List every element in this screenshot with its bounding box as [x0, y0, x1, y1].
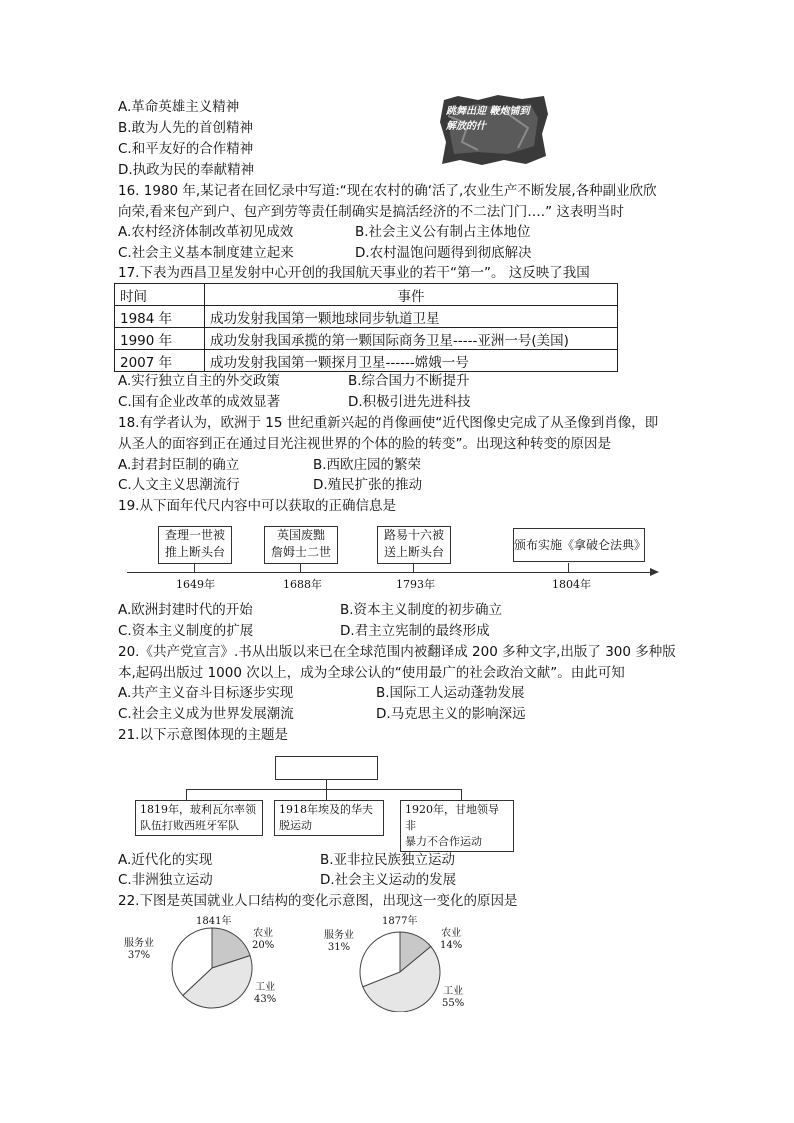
diagram-box-line1: 1918年埃及的华夫 — [279, 803, 373, 816]
timeline-year: 1793年 — [396, 578, 435, 591]
q16-option-a: A.农村经济体制改革初见成效 — [118, 224, 294, 240]
q15-option-c: C.和平友好的合作精神 — [118, 141, 254, 157]
slice-percent: 37% — [127, 950, 151, 961]
diagram-connector — [326, 779, 327, 789]
q15-illustration — [438, 94, 550, 166]
slice-name: 工业 — [443, 986, 464, 997]
pie-year-label: 1877年 — [382, 916, 418, 927]
timeline-year: 1688年 — [283, 578, 322, 591]
q18-stem-line2: 从圣人的面容到正在通过目光注视世界的个体的脸的转变”。出现这种转变的原因是 — [118, 436, 611, 452]
slice-percent: 20% — [252, 940, 275, 951]
pie-label-agriculture — [440, 928, 462, 952]
table-cell-year: 1984 年 — [115, 306, 205, 328]
q20-option-d: D.马克思主义的影响深远 — [376, 706, 526, 722]
pie-label-services — [324, 930, 354, 954]
q16-stem-line2: 向荣,看来包产到户、包产到劳等责任制确实是搞活经济的不二法门门….” 这表明当时 — [118, 204, 624, 220]
q21-option-a: A.近代化的实现 — [118, 852, 213, 868]
timeline-event-line1: 路易十六被 — [383, 528, 444, 542]
pie-year-label: 1841年 — [196, 916, 232, 927]
q19-option-d: D.君主立宪制的最终形成 — [340, 623, 490, 639]
q20-option-c: C.社会主义成为世界发展潮流 — [118, 706, 294, 722]
diagram-box-bolivar — [135, 800, 263, 836]
q21-option-b: B.亚非拉民族独立运动 — [320, 852, 456, 868]
q15-option-b: B.敢为人先的首创精神 — [118, 120, 254, 136]
q16-option-d: D.农村温饱问题得到彻底解决 — [355, 245, 532, 261]
table-cell-event: 成功发射我国承揽的第一颗国际商务卫星-----亚洲一号(美国) — [205, 328, 618, 350]
q18-option-a: A.封君封臣制的确立 — [118, 457, 240, 473]
diagram-box-line2: 暴力不合作运动 — [405, 835, 482, 848]
pie-label-industry — [254, 982, 276, 1006]
diagram-connector — [461, 789, 462, 800]
q19-stem: 19.从下面年代尺内容中可以获取的正确信息是 — [118, 498, 396, 514]
q17-option-c: C.国有企业改革的成效显著 — [118, 394, 281, 410]
slice-percent: 14% — [440, 940, 463, 951]
q18-option-c: C.人文主义思潮流行 — [118, 477, 240, 493]
table-cell-event: 成功发射我国第一颗探月卫星------嫦娥一号 — [205, 350, 618, 372]
timeline-tick — [568, 563, 569, 572]
diagram-theme-box — [275, 756, 378, 780]
diagram-box-line2: 脱运动 — [279, 819, 312, 832]
slice-percent: 43% — [254, 994, 277, 1005]
q21-option-d: D.社会主义运动的发展 — [320, 872, 457, 888]
slice-percent: 55% — [442, 998, 465, 1009]
q19-option-b: B.资本主义制度的初步确立 — [340, 602, 503, 618]
timeline-year: 1804年 — [552, 578, 591, 591]
q19-option-a: A.欧洲封建时代的开始 — [118, 602, 253, 618]
q22-stem: 22.下图是英国就业人口结构的变化示意图，出现这一变化的原因是 — [118, 893, 518, 909]
q16-option-b: B.社会主义公有制占主体地位 — [355, 224, 531, 240]
pie-label-industry — [442, 986, 464, 1010]
timeline-event-1688 — [264, 526, 338, 564]
timeline-axis — [127, 572, 651, 573]
q16-stem-line1: 16. 1980 年,某记者在回忆录中写道:“现在农村的确‘活了,农业生产不断发展,各种副业欣欣 — [118, 183, 657, 199]
diagram-connector — [186, 789, 187, 800]
timeline-event-line1: 英国废黜 — [276, 528, 325, 542]
slice-name: 服务业 — [324, 930, 354, 941]
timeline-event-1804 — [513, 528, 645, 562]
pie-chart-1877 — [320, 912, 510, 1012]
banner-lettering: 跳舞出迎 鞭炮铺到 解放的什 — [446, 106, 530, 132]
timeline-event-line1: 颁布实施《拿破仑法典》 — [514, 538, 647, 552]
diagram-box-wafd — [274, 800, 384, 836]
q20-option-a: A.共产主义奋斗目标逐步实现 — [118, 685, 294, 701]
slice-name: 服务业 — [124, 938, 154, 949]
slice-name: 农业 — [253, 928, 274, 939]
q20-stem-line2: 本,起码出版过 1000 次以上，成为全球公认的“使用最广的社会政治文献”。由此可知 — [118, 665, 625, 681]
q17-option-a: A.实行独立自主的外交政策 — [118, 373, 280, 389]
q20-stem-line1: 20.《共产党宣言》.书从出版以来已在全球范围内被翻译成 200 多种文字,出版了 300 多种版 — [118, 644, 676, 660]
table-cell-event: 成功发射我国第一颗地球同步轨道卫星 — [205, 306, 618, 328]
q18-stem-line1: 18.有学者认为，欧洲于 15 世纪重新兴起的肖像画使“近代图像史完成了从圣像到肖像，即 — [118, 415, 659, 431]
timeline-event-line1: 查理一世被 — [164, 528, 225, 542]
timeline-event-1793 — [377, 526, 451, 564]
timeline-event-line2: 送上断头台 — [383, 545, 444, 559]
slice-name: 农业 — [441, 928, 462, 939]
q15-option-a: A.革命英雄主义精神 — [118, 99, 240, 115]
diagram-box-line2: 队伍打败西班牙军队 — [140, 819, 239, 832]
q16-option-c: C.社会主义基本制度建立起来 — [118, 245, 294, 261]
table-header-event: 事件 — [205, 284, 618, 306]
pie-chart-1841 — [120, 912, 310, 1012]
timeline-tick — [413, 563, 414, 572]
timeline-event-line2: 推上断头台 — [164, 545, 225, 559]
timeline-event-line2: 詹姆士二世 — [270, 545, 331, 559]
q17-option-d: D.积极引进先进科技 — [348, 394, 471, 410]
table-cell-year: 2007 年 — [115, 350, 205, 372]
q18-option-b: B.西欧庄园的繁荣 — [313, 457, 422, 473]
diagram-connector — [326, 789, 327, 800]
timeline-year: 1649年 — [176, 578, 215, 591]
q21-stem: 21.以下示意图体现的主题是 — [118, 727, 288, 743]
timeline-tick — [194, 563, 195, 572]
pie-label-agriculture — [252, 928, 274, 952]
diagram-box-line1: 1920年，甘地领导非 — [405, 803, 499, 832]
q15-option-d: D.执政为民的奉献精神 — [118, 162, 255, 178]
diagram-box-line1: 1819年，玻利瓦尔率领 — [140, 803, 256, 816]
q21-option-c: C.非洲独立运动 — [118, 872, 213, 888]
slice-name: 工业 — [255, 982, 276, 993]
q18-option-d: D.殖民扩张的推动 — [313, 477, 423, 493]
slice-percent: 31% — [327, 942, 351, 953]
diagram-box-gandhi — [400, 800, 514, 852]
q20-option-b: B.国际工人运动蓬勃发展 — [376, 685, 525, 701]
timeline-arrow-icon — [650, 568, 659, 576]
table-row — [115, 306, 618, 328]
table-cell-year: 1990 年 — [115, 328, 205, 350]
table-header-row — [115, 284, 618, 306]
table-row — [115, 350, 618, 372]
timeline-tick — [300, 563, 301, 572]
table-row — [115, 328, 618, 350]
timeline-event-1649 — [158, 526, 232, 564]
pie-label-services — [124, 938, 154, 962]
diagram-connector — [186, 789, 462, 790]
q17-events-table — [114, 283, 618, 372]
table-header-time: 时间 — [115, 284, 205, 306]
q17-option-b: B.综合国力不断提升 — [348, 373, 470, 389]
q17-stem: 17.下表为西昌卫星发射中心开创的我国航天事业的若干“第一”。 这反映了我国 — [118, 265, 590, 281]
q19-option-c: C.资本主义制度的扩展 — [118, 623, 254, 639]
